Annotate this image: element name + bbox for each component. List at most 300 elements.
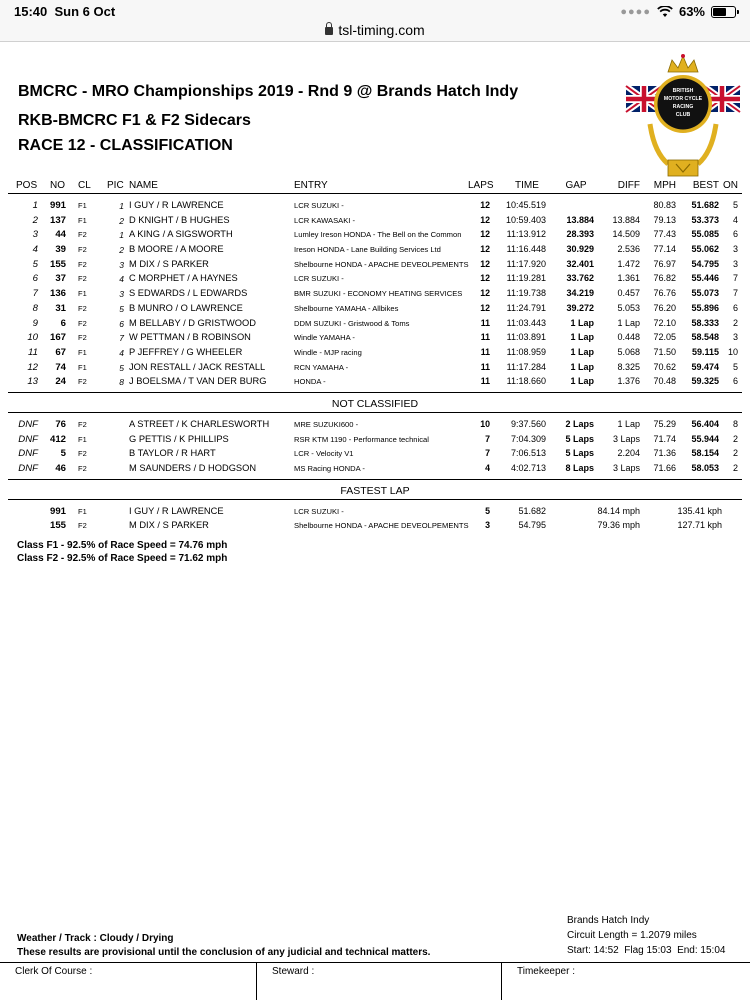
- cell-pic: 8: [119, 377, 124, 388]
- col-gap: GAP: [565, 180, 587, 191]
- col-mph: MPH: [653, 180, 676, 191]
- cell-diff: 5.053: [617, 302, 640, 313]
- cell-class: F2: [78, 318, 87, 328]
- cell-time: 11:03.891: [506, 332, 546, 343]
- table-row: [8, 518, 742, 533]
- cell-pos: 10: [27, 332, 38, 344]
- cell-entry: Lumley Ireson HONDA - The Bell on the Common: [294, 230, 462, 240]
- cell-best: 55.085: [691, 229, 719, 240]
- table-row: [8, 271, 742, 286]
- cell-pos: DNF: [18, 433, 38, 445]
- cell-laps: 10: [480, 418, 490, 429]
- cell-entry: LCR - Velocity V1: [294, 449, 354, 459]
- cell-class: F1: [78, 434, 87, 444]
- cell-on: 7: [732, 288, 738, 299]
- cell-name: J BOELSMA / T VAN DER BURG: [129, 376, 267, 387]
- cell-laps: 12: [480, 302, 490, 313]
- cell-on: 2: [732, 433, 738, 444]
- cell-pos: 11: [28, 346, 38, 358]
- cell-no: 991: [49, 200, 66, 211]
- cell-name: B TAYLOR / R HART: [129, 448, 216, 459]
- fastest-lap-list: [8, 504, 742, 533]
- cell-pos: 1: [32, 200, 38, 211]
- cell-diff: 14.509: [612, 229, 640, 240]
- cell-gap: 32.401: [566, 258, 594, 269]
- cell-pos: 8: [32, 302, 38, 314]
- cell-laps: 7: [485, 448, 490, 459]
- cell-entry: RSR KTM 1190 - Performance technical: [294, 434, 429, 444]
- cell-pos: DNF: [18, 418, 38, 430]
- cell-pic: 7: [119, 333, 124, 344]
- cell-class: F2: [78, 377, 87, 387]
- table-row: [8, 257, 742, 272]
- cell-entry: Shelbourne HONDA - APACHE DEVEOLPEMENTS: [294, 521, 469, 531]
- col-diff: DIFF: [617, 180, 640, 191]
- cell-time: 51.682: [518, 505, 546, 516]
- table-row: [8, 242, 742, 257]
- not-classified-heading: NOT CLASSIFIED: [8, 393, 742, 413]
- cell-gap: 1 Lap: [570, 361, 594, 372]
- cell-no: 167: [49, 332, 66, 344]
- cell-best: 55.944: [691, 433, 719, 444]
- cell-time: 10:59.403: [505, 214, 546, 225]
- cell-class: F1: [78, 289, 87, 299]
- cell-best: 58.333: [691, 317, 719, 328]
- cell-mph: 70.48: [653, 376, 676, 387]
- cell-entry: Ireson HONDA - Lane Building Services Ltd: [294, 245, 441, 255]
- circuit-info: [567, 913, 725, 958]
- clerk-of-course: Clerk Of Course :: [0, 963, 257, 1000]
- cell-diff: 5.068: [617, 346, 640, 357]
- cell-laps: 11: [480, 332, 490, 343]
- cell-mph: 71.74: [653, 433, 676, 444]
- cell-diff: 1.376: [617, 376, 640, 387]
- cell-name: A STREET / K CHARLESWORTH: [129, 418, 270, 429]
- cell-mph: 75.29: [653, 418, 676, 429]
- cell-entry: LCR SUZUKI -: [294, 274, 344, 284]
- cell-name: S EDWARDS / L EDWARDS: [129, 288, 248, 299]
- cell-mph: 76.76: [653, 288, 676, 299]
- cell-time: 11:18.660: [506, 376, 546, 387]
- table-header: [8, 178, 742, 194]
- cell-entry: Windle - MJP racing: [294, 347, 362, 357]
- cell-on: 2: [732, 463, 738, 473]
- cell-name: M BELLABY / D GRISTWOOD: [129, 317, 256, 328]
- col-cl: CL: [78, 180, 91, 191]
- cell-class: F1: [78, 215, 87, 225]
- cell-pos: 12: [27, 361, 38, 373]
- cell-class: F2: [78, 333, 87, 343]
- cell-mph: 84.14 mph: [597, 505, 640, 516]
- cell-on: 3: [732, 332, 738, 343]
- cell-gap: 13.884: [566, 214, 594, 225]
- cell-on: 8: [732, 418, 738, 429]
- cell-laps: 12: [480, 258, 490, 269]
- cell-pos: 4: [32, 244, 38, 256]
- cell-class: F2: [78, 419, 87, 429]
- crown-icon: [668, 54, 698, 72]
- cell-class: F2: [78, 274, 87, 284]
- col-on: ON: [723, 180, 738, 191]
- cell-time: 7:06.513: [510, 448, 546, 459]
- table-row: [8, 360, 742, 375]
- cell-class: F1: [78, 201, 87, 210]
- cell-mph: 72.10: [653, 317, 676, 328]
- cell-laps: 11: [480, 376, 490, 387]
- steward: Steward :: [257, 963, 502, 1000]
- cell-laps: 12: [480, 244, 490, 255]
- cell-gap: 28.393: [566, 229, 594, 240]
- table-row: [8, 213, 742, 228]
- timekeeper: Timekeeper :: [517, 966, 575, 977]
- battery-percent: 63%: [678, 4, 705, 19]
- cell-pic: 3: [119, 289, 124, 300]
- cell-on: 2: [732, 448, 738, 459]
- cell-name: W PETTMAN / B ROBINSON: [129, 332, 251, 343]
- lock-icon: [325, 27, 333, 35]
- cell-entry: BMR SUZUKI - ECONOMY HEATING SERVICES: [294, 289, 463, 299]
- logo-line-1: BRITISH: [672, 88, 694, 94]
- cell-laps: 11: [480, 361, 490, 372]
- address-bar[interactable]: [0, 22, 750, 42]
- cell-kph: 135.41 kph: [677, 505, 722, 516]
- signal-icon: ●●●●: [620, 5, 651, 18]
- cell-mph: 79.36 mph: [597, 520, 640, 531]
- cell-name: JON RESTALL / JACK RESTALL: [129, 361, 266, 372]
- cell-gap: 1 Lap: [570, 346, 594, 357]
- cell-best: 55.073: [691, 288, 719, 299]
- cell-pic: 4: [119, 274, 124, 285]
- cell-name: P JEFFREY / G WHEELER: [129, 346, 243, 357]
- cell-lap: 3: [485, 520, 490, 531]
- cell-laps: 12: [480, 200, 490, 210]
- cell-laps: 7: [485, 433, 490, 444]
- cell-laps: 12: [480, 229, 490, 240]
- cell-no: 39: [55, 244, 66, 256]
- provisional-text: These results are provisional until the conclusion of any judicial and technical matters.: [17, 947, 431, 958]
- cell-kph: 127.71 kph: [677, 520, 722, 531]
- cell-best: 51.682: [691, 200, 719, 210]
- cell-entry: LCR SUZUKI -: [294, 201, 344, 210]
- cell-on: 6: [732, 376, 738, 387]
- circuit-length: Circuit Length = 1.2079 miles: [567, 930, 697, 941]
- cell-gap: 30.929: [566, 244, 594, 255]
- cell-gap: 33.762: [566, 273, 594, 284]
- cell-pos: 7: [32, 288, 38, 300]
- wifi-icon: [657, 6, 673, 18]
- status-time: 15:40 Sun 6 Oct: [14, 4, 116, 19]
- cell-no: 74: [55, 361, 66, 373]
- cell-entry: Shelbourne HONDA - APACHE DEVEOLPEMENTS: [294, 259, 469, 269]
- cell-entry: LCR SUZUKI -: [294, 506, 344, 516]
- cell-pos: DNF: [18, 448, 38, 460]
- cell-name: B MUNRO / O LAWRENCE: [129, 302, 243, 313]
- cell-pos: 2: [32, 214, 38, 226]
- cell-diff: 1 Lap: [617, 418, 640, 429]
- col-best: BEST: [692, 180, 719, 191]
- cell-pic: 3: [119, 259, 124, 270]
- cell-best: 58.548: [691, 332, 719, 343]
- cell-class: F1: [78, 506, 87, 516]
- class-title: RKB-BMCRC F1 & F2 Sidecars: [18, 112, 251, 129]
- cell-pos: 5: [32, 258, 38, 270]
- cell-gap: 34.219: [566, 288, 594, 299]
- cell-name: I GUY / R LAWRENCE: [129, 200, 224, 210]
- cell-best: 56.404: [691, 418, 719, 429]
- cell-laps: 12: [480, 214, 490, 225]
- table-row: [8, 316, 742, 331]
- battery-fill: [713, 8, 726, 16]
- cell-on: 6: [732, 302, 738, 313]
- cell-time: 11:17.284: [506, 361, 546, 372]
- cell-pic: 2: [119, 245, 124, 256]
- note-f2: Class F2 - 92.5% of Race Speed = 71.62 mph: [17, 553, 228, 564]
- cell-time: 11:16.448: [506, 244, 546, 255]
- cell-mph: 77.43: [653, 229, 676, 240]
- cell-time: 11:08.959: [506, 346, 546, 357]
- cell-mph: 72.05: [653, 332, 676, 343]
- cell-gap: 8 Laps: [565, 463, 594, 473]
- cell-entry: HONDA -: [294, 377, 326, 387]
- cell-pic: 4: [119, 347, 124, 358]
- cell-time: 4:02.713: [510, 463, 546, 473]
- cell-pic: 5: [119, 362, 124, 373]
- cell-gap: 1 Lap: [570, 332, 594, 343]
- cell-best: 53.373: [691, 214, 719, 225]
- cell-on: 10: [727, 346, 738, 357]
- cell-diff: 13.884: [612, 214, 640, 225]
- cell-name: I GUY / R LAWRENCE: [129, 505, 224, 516]
- cell-name: G PETTIS / K PHILLIPS: [129, 433, 229, 444]
- cell-best: 55.062: [691, 244, 719, 255]
- cell-name: A KING / A SIGSWORTH: [129, 229, 233, 240]
- cell-class: F2: [78, 259, 87, 269]
- cell-diff: 2.204: [617, 448, 640, 459]
- cell-pic: 1: [119, 201, 124, 211]
- cell-mph: 76.82: [653, 273, 676, 284]
- cell-best: 58.053: [691, 463, 719, 473]
- cell-pos: 9: [32, 317, 38, 329]
- table-row: [8, 432, 742, 447]
- cell-diff: 3 Laps: [612, 463, 640, 473]
- col-entry: ENTRY: [294, 180, 328, 191]
- cell-pic: 5: [119, 303, 124, 314]
- cell-name: M SAUNDERS / D HODGSON: [129, 463, 257, 473]
- cell-no: 44: [55, 229, 66, 241]
- table-row: [8, 198, 742, 213]
- cell-gap: 1 Lap: [570, 317, 594, 328]
- cell-diff: 3 Laps: [612, 433, 640, 444]
- cell-diff: 1.361: [617, 273, 640, 284]
- col-time: TIME: [515, 180, 539, 191]
- classified-list: [8, 198, 742, 389]
- circuit-name: Brands Hatch Indy: [567, 915, 650, 926]
- note-f1: Class F1 - 92.5% of Race Speed = 74.76 mph: [17, 540, 228, 551]
- cell-best: 54.795: [691, 258, 719, 269]
- cell-entry: LCR KAWASAKI -: [294, 215, 356, 225]
- bmcrc-logo: [624, 52, 742, 182]
- logo-line-4: CLUB: [675, 112, 691, 118]
- cell-diff: 1.472: [617, 258, 640, 269]
- race-title: RACE 12 - CLASSIFICATION: [18, 137, 233, 154]
- cell-no: 67: [55, 346, 66, 358]
- cell-entry: MS Racing HONDA -: [294, 464, 365, 473]
- championship-title: BMCRC - MRO Championships 2019 - Rnd 9 @ Brands Hatch Indy: [18, 83, 519, 100]
- cell-time: 54.795: [518, 520, 546, 531]
- table-row: [8, 374, 742, 389]
- cell-on: 2: [732, 317, 738, 328]
- cell-laps: 4: [485, 463, 490, 473]
- cell-pos: 6: [32, 273, 38, 285]
- cell-no: 991: [49, 505, 66, 517]
- cell-gap: 5 Laps: [565, 448, 594, 459]
- cell-on: 3: [732, 244, 738, 255]
- col-laps: LAPS: [468, 180, 494, 191]
- cell-best: 59.115: [691, 346, 719, 357]
- cell-time: 10:45.519: [505, 200, 546, 210]
- table-row: [8, 461, 742, 476]
- cell-diff: 0.448: [617, 332, 640, 343]
- cell-pos: 3: [32, 229, 38, 241]
- col-pos: POS: [16, 180, 38, 191]
- cell-mph: 71.36: [653, 448, 676, 459]
- cell-pos: DNF: [18, 463, 38, 474]
- cell-name: D KNIGHT / B HUGHES: [129, 214, 230, 225]
- cell-pic: 2: [119, 215, 124, 226]
- cell-pos: 13: [27, 376, 38, 388]
- cell-gap: 2 Laps: [565, 418, 594, 429]
- cell-time: 11:19.281: [506, 273, 546, 284]
- cell-class: F1: [78, 347, 87, 357]
- table-row: [8, 504, 742, 519]
- cell-laps: 11: [480, 346, 490, 357]
- cell-no: 46: [55, 463, 66, 474]
- table-row: [8, 227, 742, 242]
- cell-best: 59.325: [691, 376, 719, 387]
- cell-no: 412: [49, 433, 66, 445]
- cell-best: 59.474: [691, 361, 719, 372]
- cell-on: 3: [732, 258, 738, 269]
- cell-on: 7: [732, 273, 738, 284]
- table-row: [8, 286, 742, 301]
- logo-line-2: MOTOR CYCLE: [663, 96, 703, 102]
- col-name: NAME: [129, 180, 158, 191]
- results-table: [8, 178, 742, 533]
- cell-entry: MRE SUZUKI600 -: [294, 419, 359, 429]
- url-text: tsl-timing.com: [338, 22, 425, 38]
- cell-entry: RCN YAMAHA -: [294, 362, 349, 372]
- logo-line-3: RACING: [672, 104, 694, 110]
- status-bar: [0, 0, 750, 22]
- cell-class: F2: [78, 449, 87, 459]
- cell-class: F2: [78, 245, 87, 255]
- cell-no: 37: [55, 273, 66, 285]
- cell-mph: 80.83: [653, 200, 676, 210]
- cell-time: 11:13.912: [506, 229, 546, 240]
- cell-on: 4: [732, 214, 738, 225]
- cell-entry: Windle YAMAHA -: [294, 333, 355, 343]
- cell-on: 6: [732, 229, 738, 240]
- cell-no: 136: [49, 288, 66, 300]
- cell-class: F2: [78, 521, 87, 531]
- cell-class: F2: [78, 230, 87, 240]
- cell-laps: 12: [480, 288, 490, 299]
- weather-text: Weather / Track : Cloudy / Drying: [17, 933, 174, 944]
- cell-mph: 71.50: [653, 346, 676, 357]
- cell-best: 55.446: [691, 273, 719, 284]
- battery-icon: [711, 6, 736, 18]
- cell-entry: DDM SUZUKI - Gristwood & Toms: [294, 318, 410, 328]
- cell-on: 5: [732, 200, 738, 210]
- cell-best: 58.154: [691, 448, 719, 459]
- race-speed-notes: [17, 539, 227, 565]
- cell-mph: 76.97: [653, 258, 676, 269]
- cell-diff: 8.325: [617, 361, 640, 372]
- cell-lap: 5: [485, 505, 490, 516]
- cell-mph: 70.62: [653, 361, 676, 372]
- cell-gap: 5 Laps: [565, 433, 594, 444]
- cell-pic: 6: [119, 318, 124, 329]
- cell-laps: 11: [480, 317, 490, 328]
- cell-no: 6: [60, 317, 66, 329]
- cell-name: B MOORE / A MOORE: [129, 244, 224, 255]
- cell-gap: 39.272: [566, 302, 594, 313]
- cell-no: 31: [55, 302, 66, 314]
- cell-entry: Shelbourne YAMAHA - Allbikes: [294, 303, 399, 313]
- cell-diff: 2.536: [617, 244, 640, 255]
- col-pic: PIC: [107, 180, 124, 191]
- cell-pic: 1: [119, 230, 124, 241]
- cell-class: F2: [78, 303, 87, 313]
- cell-mph: 76.20: [653, 302, 676, 313]
- cell-no: 76: [55, 418, 66, 430]
- cell-time: 7:04.309: [510, 433, 546, 444]
- cell-gap: 1 Lap: [570, 376, 594, 387]
- cell-name: M DIX / S PARKER: [129, 520, 209, 531]
- fastest-lap-heading: FASTEST LAP: [8, 480, 742, 500]
- cell-time: 11:03.443: [506, 317, 546, 328]
- table-row: [8, 446, 742, 461]
- cell-time: 11:17.920: [506, 258, 546, 269]
- table-row: [8, 301, 742, 316]
- cell-class: F1: [78, 362, 87, 372]
- cell-name: M DIX / S PARKER: [129, 258, 209, 269]
- cell-on: 5: [732, 361, 738, 372]
- cell-no: 155: [49, 258, 66, 270]
- weather-block: [17, 932, 430, 960]
- cell-no: 24: [55, 376, 66, 388]
- cell-best: 55.896: [691, 302, 719, 313]
- cell-time: 11:24.791: [506, 302, 546, 313]
- cell-diff: 1 Lap: [617, 317, 640, 328]
- cell-mph: 79.13: [653, 214, 676, 225]
- cell-no: 5: [60, 448, 66, 460]
- cell-time: 9:37.560: [510, 418, 546, 429]
- table-row: [8, 330, 742, 345]
- cell-time: 11:19.738: [506, 288, 546, 299]
- table-row: [8, 345, 742, 360]
- cell-laps: 12: [480, 273, 490, 284]
- cell-diff: 0.457: [617, 288, 640, 299]
- cell-no: 137: [49, 214, 66, 226]
- race-times: Start: 14:52 Flag 15:03 End: 15:04: [567, 945, 726, 956]
- cell-mph: 71.66: [653, 463, 676, 473]
- not-classified-list: [8, 417, 742, 476]
- col-no: NO: [50, 180, 65, 191]
- table-row: [8, 417, 742, 432]
- cell-class: F2: [78, 464, 87, 473]
- cell-mph: 77.14: [653, 244, 676, 255]
